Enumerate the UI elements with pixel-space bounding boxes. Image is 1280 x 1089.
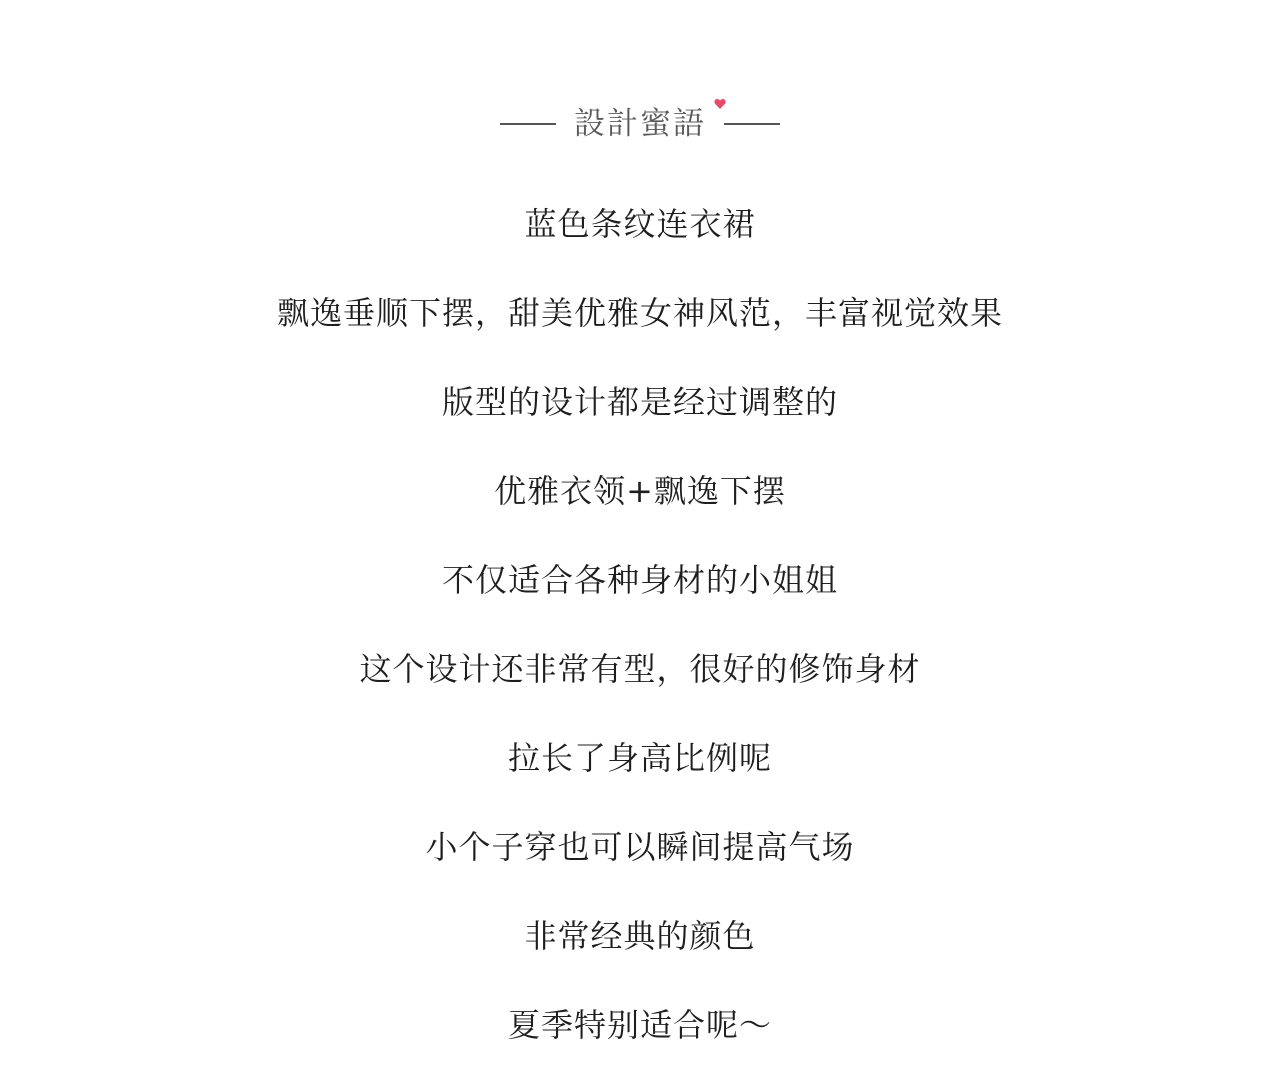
heart-icon: [714, 98, 726, 110]
description-line: 非常经典的颜色: [524, 917, 756, 955]
description-line: 优雅衣领+飘逸下摆: [494, 472, 786, 510]
description-lines: [0, 196, 1280, 1086]
description-line: 夏季特别适合呢～: [507, 1006, 772, 1044]
section-title: 設計蜜語: [574, 106, 706, 142]
header-title-wrap: [574, 98, 706, 150]
left-divider: [500, 123, 556, 125]
description-line: 版型的设计都是经过调整的: [441, 383, 838, 421]
right-divider: [724, 123, 780, 125]
description-line: 飘逸垂顺下摆，甜美优雅女神风范，丰富视觉效果: [276, 294, 1003, 332]
description-line: 这个设计还非常有型，很好的修饰身材: [359, 650, 921, 688]
description-line: 蓝色条纹连衣裙: [524, 205, 756, 243]
description-line: 不仅适合各种身材的小姐姐: [441, 561, 838, 599]
description-line: 拉长了身高比例呢: [507, 739, 772, 777]
section-header: [0, 98, 1280, 150]
description-line: 小个子穿也可以瞬间提高气场: [425, 828, 855, 866]
